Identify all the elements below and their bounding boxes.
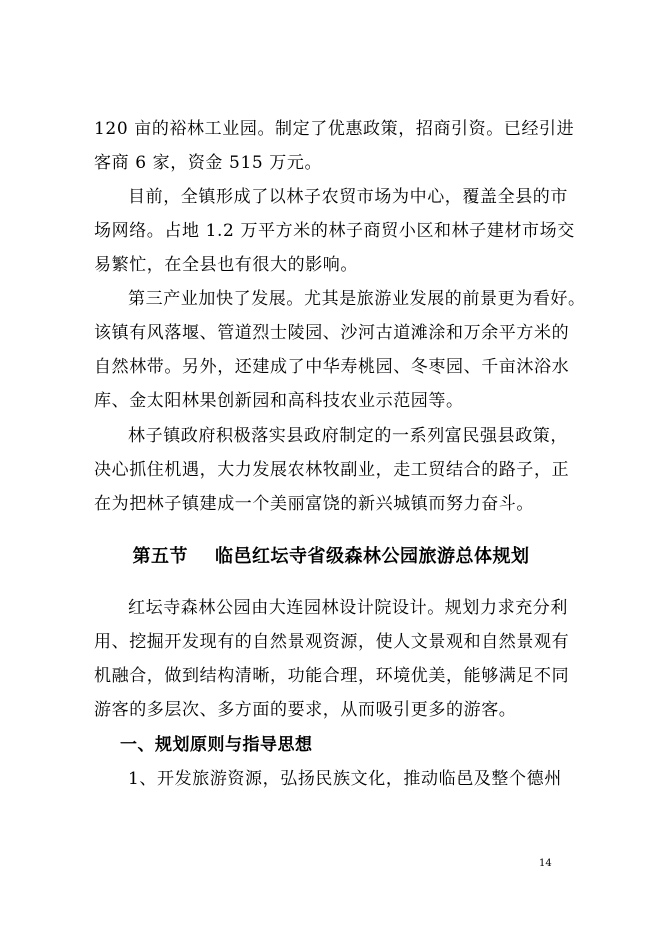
paragraph-4-line-3: 在为把林子镇建成一个美丽富饶的新兴城镇而努力奋斗。 <box>94 494 534 514</box>
section-title: 第五节 临邑红坛寺省级森林公园旅游总体规划 <box>132 546 530 567</box>
section-paragraph-line-1: 红坛寺森林公园由大连园林设计院设计。规划力求充分利 <box>128 598 568 618</box>
paragraph-2-line-3: 易繁忙，在全县也有很大的影响。 <box>94 255 358 275</box>
sub-heading: 一、规划原则与指导思想 <box>120 735 313 755</box>
paragraph-2-line-1: 目前，全镇形成了以林子农贸市场为中心，覆盖全县的市 <box>128 187 568 207</box>
paragraph-3-line-3: 自然林带。另外，还建成了中华寿桃园、冬枣园、千亩沐浴水 <box>94 357 570 377</box>
paragraph-4-line-2: 决心抓住机遇，大力发展农林牧副业，走工贸结合的路子，正 <box>94 460 570 480</box>
paragraph-1-line-1: 120 亩的裕林工业园。制定了优惠政策，招商引资。已经引进 <box>94 119 575 139</box>
paragraph-1-line-2: 客商 6 家，资金 515 万元。 <box>94 153 323 173</box>
paragraph-2-line-2: 场网络。占地 1.2 万平方米的林子商贸小区和林子建材市场交 <box>94 221 575 241</box>
section-paragraph-line-3: 机融合，做到结构清晰，功能合理，环境优美，能够满足不同 <box>94 666 570 686</box>
page-number: 14 <box>539 858 552 869</box>
paragraph-4-line-1: 林子镇政府积极落实县政府制定的一系列富民强县政策， <box>128 426 568 446</box>
paragraph-3-line-2: 该镇有风落堰、管道烈士陵园、沙河古道滩涂和万余平方米的 <box>94 323 570 343</box>
section-paragraph-line-4: 游客的多层次、多方面的要求，从而吸引更多的游客。 <box>94 700 517 720</box>
paragraph-3-line-4: 库、金太阳林果创新园和高科技农业示范园等。 <box>94 391 464 411</box>
item-1-line: 1、开发旅游资源，弘扬民族文化，推动临邑及整个德州 <box>128 769 562 789</box>
paragraph-3-line-1: 第三产业加快了发展。尤其是旅游业发展的前景更为看好。 <box>128 289 586 309</box>
section-paragraph-line-2: 用、挖掘开发现有的自然景观资源，使人文景观和自然景观有 <box>94 632 570 652</box>
